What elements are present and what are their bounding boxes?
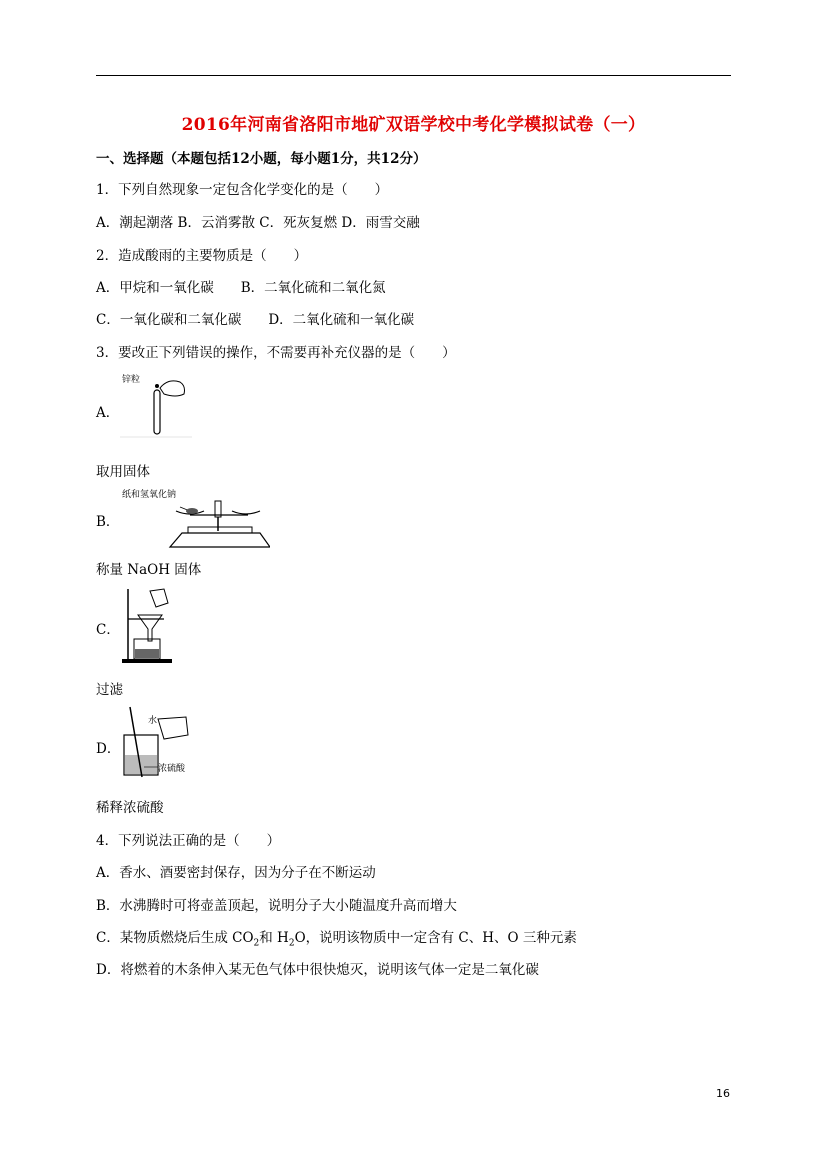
question-2-stem: 2．造成酸雨的主要物质是（ ） [96, 248, 308, 264]
figure-label-water: 水 [148, 716, 158, 726]
figure-label-zinc: 锌粒 [122, 375, 141, 385]
page-title: 2016年河南省洛阳市地矿双语学校中考化学模拟试卷（一） [181, 115, 646, 135]
filtration-figure [120, 585, 176, 665]
option-d-letter: D． [96, 741, 121, 757]
figure-label-paper-naoh: 纸和氢氧化钠 [122, 490, 177, 500]
question-4-option-a: A．香水、酒要密封保存，因为分子在不断运动 [96, 865, 376, 881]
question-4-option-d: D．将燃着的木条伸入某无色气体中很快熄灭，说明该气体一定是二氧化碳 [96, 962, 539, 978]
option-a-caption: 取用固体 [96, 464, 150, 480]
question-3-stem: 3．要改正下列错误的操作，不需要再补充仪器的是（ ） [96, 345, 456, 361]
test-tube-figure [120, 370, 192, 438]
question-4-stem: 4．下列说法正确的是（ ） [96, 833, 281, 849]
question-1-options: A．潮起潮落 B．云消雾散 C．死灰复燃 D．雨雪交融 [96, 215, 420, 231]
option-c-caption: 过滤 [96, 682, 123, 698]
dilution-figure [120, 705, 194, 781]
question-4-option-c: C．某物质燃烧后生成 $CO_2$和 $H_2O$，说明该物质中一定含有 C、H、O 三种元素 [96, 930, 577, 949]
option-b-letter: B． [96, 514, 120, 530]
section-heading: 一、选择题（本题包括12小题，每小题1分，共12分） [96, 151, 427, 167]
option-d-caption: 稀释浓硫酸 [96, 800, 164, 816]
question-1-stem: 1．下列自然现象一定包含化学变化的是（ ） [96, 182, 389, 198]
option-b-caption: 称量 NaOH 固体 [96, 562, 202, 578]
figure-label-conc-acid: 浓硫酸 [158, 764, 186, 774]
page-number: 16 [716, 1087, 730, 1100]
question-2-options-ab: A．甲烷和一氧化碳 B．二氧化硫和二氧化氮 [96, 280, 386, 296]
header-rule [96, 75, 731, 76]
question-2-options-cd: C．一氧化碳和二氧化碳 D．二氧化硫和一氧化碳 [96, 312, 415, 328]
question-4-option-b: B．水沸腾时可将壶盖顶起，说明分子大小随温度升高而增大 [96, 898, 457, 914]
balance-figure [120, 487, 270, 551]
option-a-letter: A． [96, 405, 120, 421]
option-c-letter: C． [96, 622, 120, 638]
